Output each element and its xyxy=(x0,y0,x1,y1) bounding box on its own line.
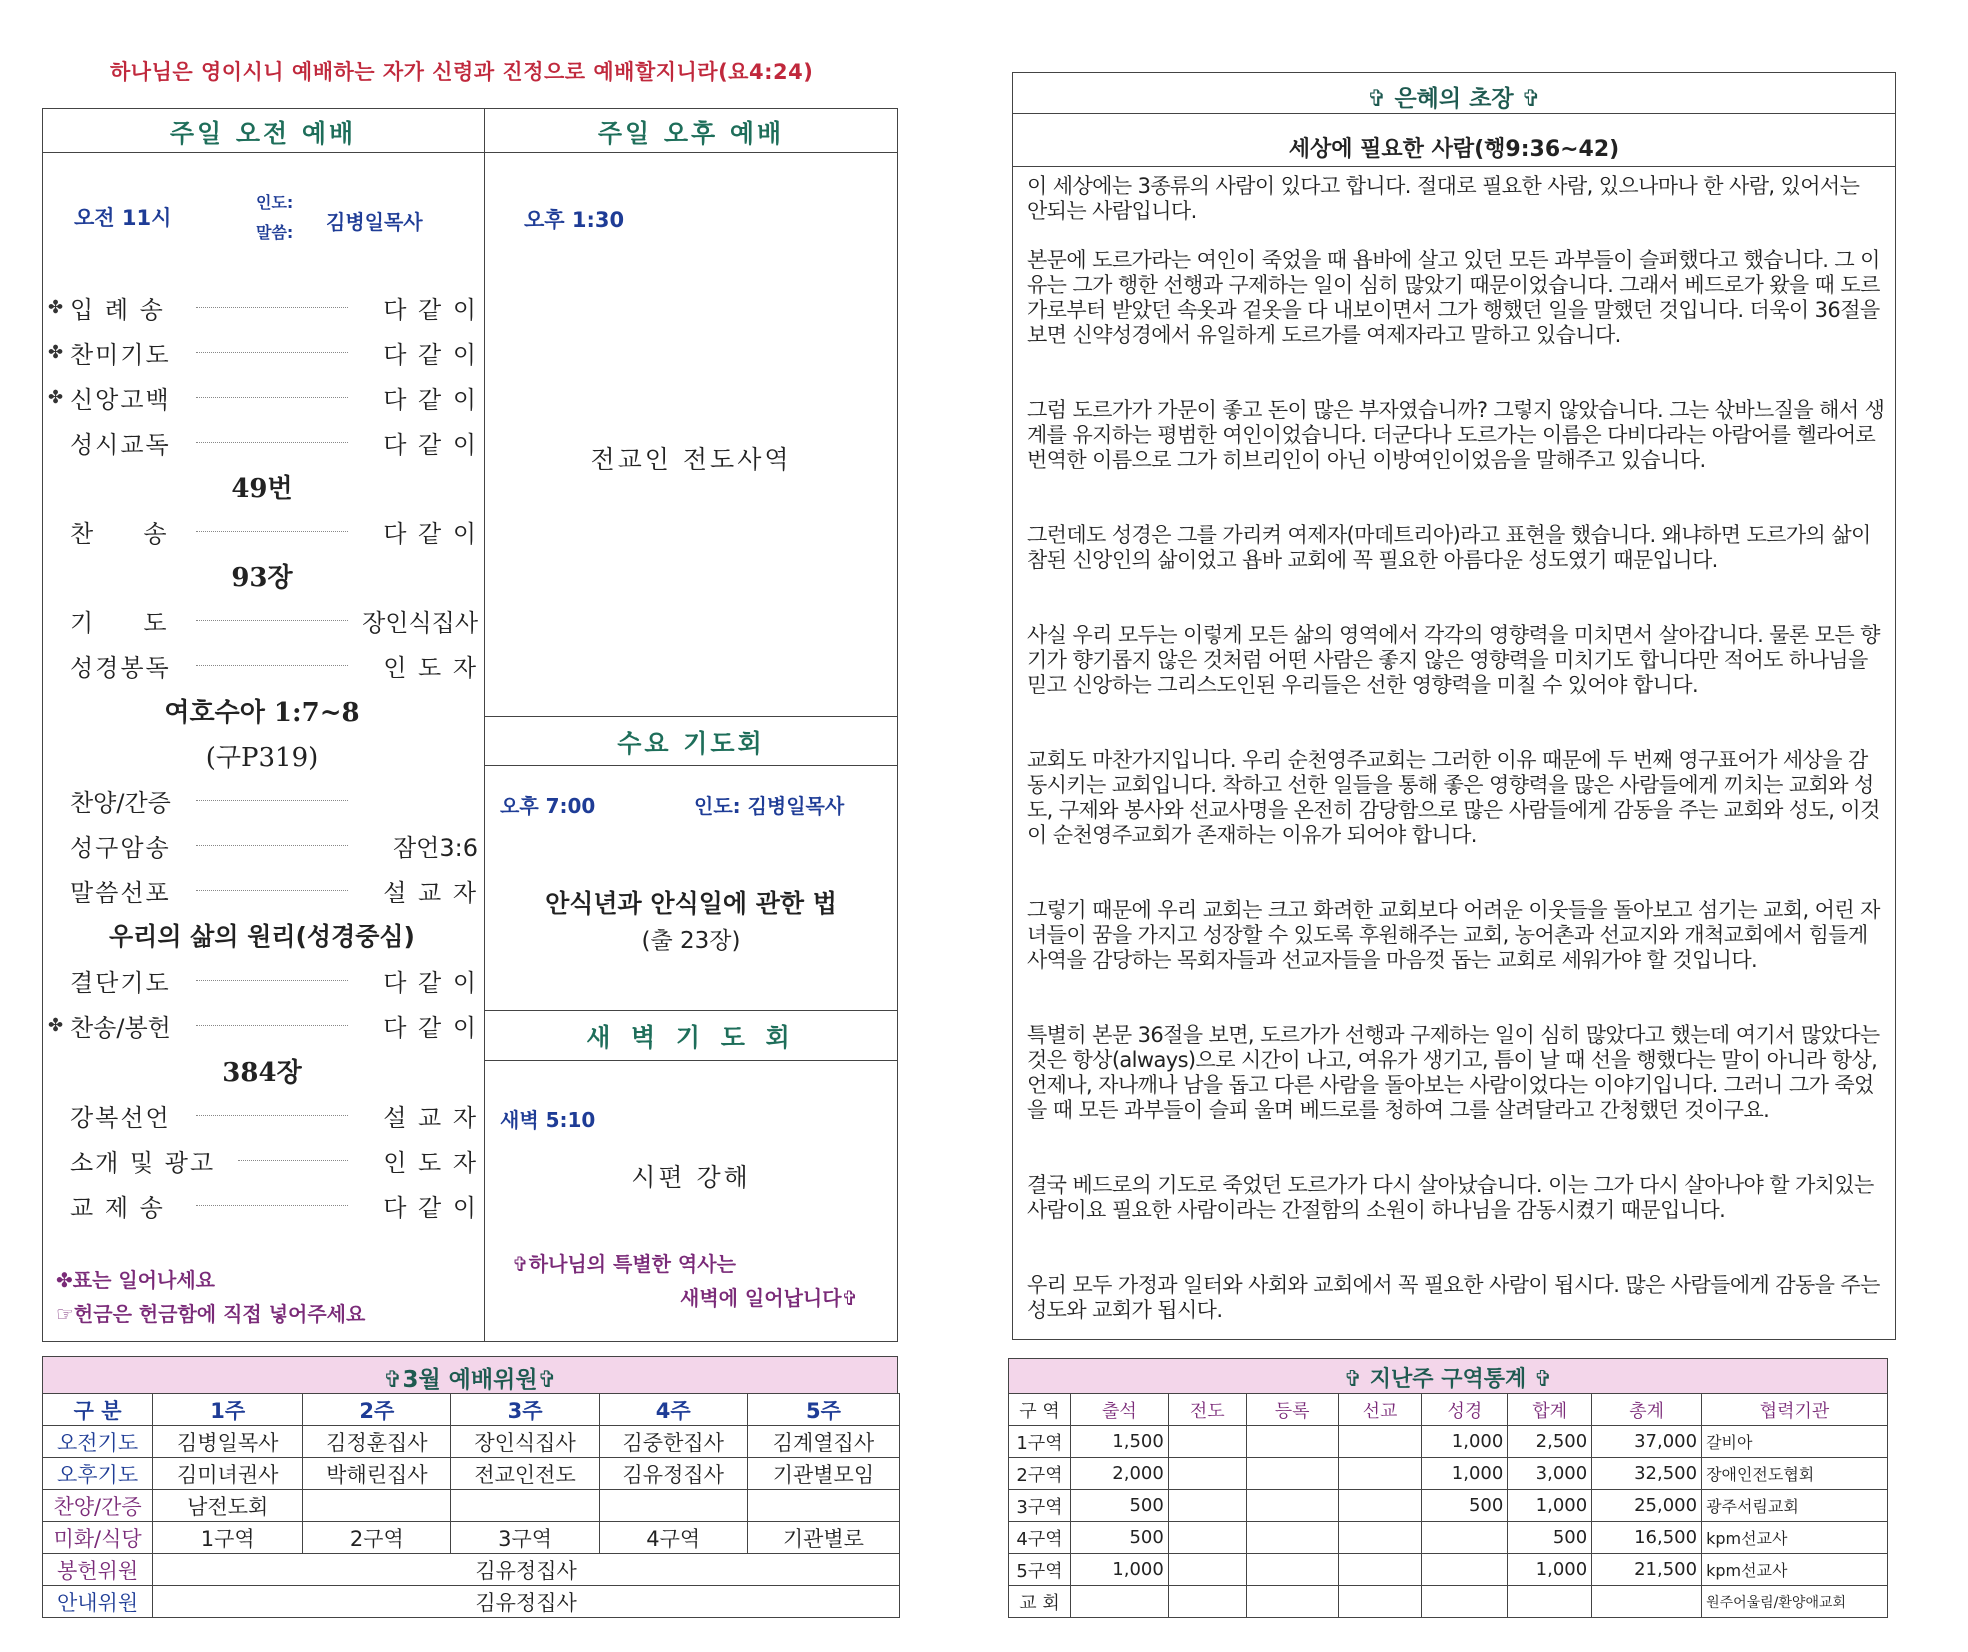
table-cell xyxy=(599,1490,747,1522)
grace-subtitle-line xyxy=(1012,166,1896,167)
committee-title: ✞3월 예배위원✞ xyxy=(383,1367,557,1393)
stand-mark: ✤ xyxy=(48,386,64,408)
order-label: 기 도 xyxy=(70,608,169,637)
header-cell: 3주 xyxy=(451,1394,599,1426)
table-cell: 기관별로 xyxy=(747,1522,899,1554)
order-label: 성구암송 xyxy=(70,833,171,862)
offering-note: ☞헌금은 헌금함에 직접 넣어주세요 xyxy=(56,1302,366,1326)
row-label: 안내위원 xyxy=(43,1586,153,1618)
header-cell: 성경 xyxy=(1422,1394,1508,1426)
stats-title: ✞ 지난주 구역통계 ✞ xyxy=(1343,1367,1553,1392)
table-cell: 500 xyxy=(1508,1522,1592,1554)
wednesday-top-line xyxy=(484,716,898,717)
table-cell: 갈비아 xyxy=(1702,1426,1888,1458)
table-cell xyxy=(1168,1522,1246,1554)
table-cell xyxy=(1246,1554,1338,1586)
table-row xyxy=(1009,1458,1888,1490)
table-row xyxy=(43,1490,900,1522)
grace-sermon-title: 세상에 필요한 사람(행9:36~42) xyxy=(1288,137,1620,162)
table-cell xyxy=(1070,1586,1168,1618)
header-cell: 협력기관 xyxy=(1702,1394,1888,1426)
order-who: 다 같 이 xyxy=(383,1193,478,1222)
dawn-top-line xyxy=(484,1010,898,1011)
order-label: 소개 및 광고 xyxy=(70,1148,216,1177)
stand-mark: ✤ xyxy=(48,296,64,318)
order-label: 결단기도 xyxy=(70,968,171,997)
row-label: 찬양/간증 xyxy=(43,1490,153,1522)
row-label: 오후기도 xyxy=(43,1458,153,1490)
stand-mark: ✤ xyxy=(48,1014,64,1036)
table-cell xyxy=(1168,1554,1246,1586)
table-cell: 1,000 xyxy=(1422,1426,1508,1458)
table-cell: 4구역 xyxy=(1009,1522,1071,1554)
table-cell xyxy=(1338,1458,1422,1490)
row-label: 미화/식당 xyxy=(43,1522,153,1554)
order-who: 다 같 이 xyxy=(383,295,478,324)
table-cell xyxy=(451,1490,599,1522)
table-cell xyxy=(1338,1490,1422,1522)
committee-header-row xyxy=(43,1394,900,1426)
order-who: 설 교 자 xyxy=(383,1103,478,1132)
order-label: 말씀선포 xyxy=(70,878,171,907)
dot-leader xyxy=(196,1205,348,1206)
header-cell: 전도 xyxy=(1168,1394,1246,1426)
table-cell xyxy=(1168,1586,1246,1618)
order-label: 강복선언 xyxy=(70,1103,171,1132)
table-cell: 장인식집사 xyxy=(451,1426,599,1458)
table-cell xyxy=(1508,1586,1592,1618)
table-cell xyxy=(1168,1458,1246,1490)
order-row-offering xyxy=(48,1007,478,1043)
wednesday-time: 오후 7:00 xyxy=(500,794,596,818)
hymn-number: 93장 xyxy=(231,563,293,593)
order-row-announcements xyxy=(48,1142,478,1178)
order-who: 장인식집사 xyxy=(362,608,478,637)
order-label: 찬송/봉헌 xyxy=(70,1013,171,1042)
sermon-title: 우리의 삶의 원리(성경중심) xyxy=(109,922,415,951)
dawn-note-line2: 새벽에 일어납니다✞ xyxy=(680,1286,859,1310)
sermon-paragraph: 결국 베드로의 기도로 죽었던 도르가가 다시 살아났습니다. 이는 그가 다시 살아나야 할 가치있는 사람이요 필요한 사람이라는 간절함의 소원이 하나님을 감동시켰기 때문입니다. xyxy=(1027,1173,1874,1222)
order-label: 성경봉독 xyxy=(70,653,171,682)
table-cell: 남전도회 xyxy=(153,1490,303,1522)
wednesday-topic: 안식년과 안식일에 관한 법 xyxy=(545,889,837,918)
order-who: 인 도 자 xyxy=(383,653,478,682)
table-row xyxy=(43,1522,900,1554)
table-row xyxy=(43,1554,900,1586)
row-label: 봉헌위원 xyxy=(43,1554,153,1586)
wednesday-leader: 인도: 김병일목사 xyxy=(694,794,845,818)
table-cell xyxy=(1422,1554,1508,1586)
dot-leader xyxy=(196,845,348,846)
order-label: 찬양/간증 xyxy=(70,788,171,817)
table-cell: 4구역 xyxy=(599,1522,747,1554)
header-cell: 2주 xyxy=(303,1394,451,1426)
header-cell: 구 분 xyxy=(43,1394,153,1426)
table-cell: 1,000 xyxy=(1070,1554,1168,1586)
morning-pastor: 김병일목사 xyxy=(326,210,423,234)
table-row xyxy=(1009,1426,1888,1458)
table-cell: 원주어울림/환양애교회 xyxy=(1702,1586,1888,1618)
table-cell: 전교인전도 xyxy=(451,1458,599,1490)
header-cell: 등록 xyxy=(1246,1394,1338,1426)
order-who: 설 교 자 xyxy=(383,878,478,907)
table-cell xyxy=(303,1490,451,1522)
table-cell: 16,500 xyxy=(1592,1522,1702,1554)
order-label: 교 제 송 xyxy=(70,1193,165,1222)
table-cell: 3구역 xyxy=(1009,1490,1071,1522)
dot-leader xyxy=(196,397,348,398)
table-cell: 2,000 xyxy=(1070,1458,1168,1490)
table-cell: 32,500 xyxy=(1592,1458,1702,1490)
stand-mark: ✤ xyxy=(48,341,64,363)
sermon-paragraph: 우리 모두 가정과 일터와 사회와 교회에서 꼭 필요한 사람이 됩시다. 많은 사람들에게 감동을 주는 성도와 교회가 됩시다. xyxy=(1027,1273,1880,1322)
table-cell xyxy=(1246,1586,1338,1618)
table-cell xyxy=(1422,1586,1508,1618)
table-row xyxy=(43,1458,900,1490)
order-who: 다 같 이 xyxy=(383,968,478,997)
table-row xyxy=(1009,1490,1888,1522)
sermon-paragraph: 그럼 도르가가 가문이 좋고 돈이 많은 부자였습니까? 그렇지 않았습니다. 그는 삯바느질을 해서 생계를 유지하는 평범한 여인이었습니다. 더군다나 도르가는 이름은 다비다라는 아람어를 헬라어로 번역한 이름으로 그가 히브리인이 아닌 이방여인이었음을 말해주고 있습니다. xyxy=(1027,398,1885,472)
dot-leader xyxy=(196,665,348,666)
dawn-content: 시편 강해 xyxy=(631,1163,751,1192)
grace-title-line xyxy=(1012,113,1896,114)
table-cell: 37,000 xyxy=(1592,1426,1702,1458)
grace-title: ✞ 은혜의 초장 ✞ xyxy=(1367,86,1541,112)
sermon-paragraph: 특별히 본문 36절을 보면, 도르가가 선행과 구제하는 일이 심히 많았다고 했는데 여기서 많았다는 것은 항상(always)으로 시간이 나고, 여유가 생기고, 틈이 날 때 선을 행했다는 말이 아니라 항상, 언제나, 자나깨나 남을 돕고 다른 사람을 돌아보는 사람이었다는 이야기입니다. 그러니 그가 죽었을 때 모든 과부들이 슬피 울며 베드로를 청하여 그를 살려달라고 간청했던 것이구요. xyxy=(1027,1023,1880,1122)
table-cell: kpm선교사 xyxy=(1702,1522,1888,1554)
header-cell: 출석 xyxy=(1070,1394,1168,1426)
order-who: 다 같 이 xyxy=(383,430,478,459)
header-divider xyxy=(42,152,898,153)
table-row xyxy=(1009,1554,1888,1586)
table-cell xyxy=(1338,1586,1422,1618)
row-label: 오전기도 xyxy=(43,1426,153,1458)
wednesday-title: 수요 기도회 xyxy=(617,729,765,758)
table-cell: 500 xyxy=(1070,1490,1168,1522)
table-cell: 25,000 xyxy=(1592,1490,1702,1522)
order-row-memory-verse xyxy=(48,827,478,863)
table-cell: 기관별모임 xyxy=(747,1458,899,1490)
order-label: 찬 송 xyxy=(70,519,169,548)
table-cell xyxy=(1168,1426,1246,1458)
order-row-sermon xyxy=(48,872,478,908)
table-cell: 1구역 xyxy=(1009,1426,1071,1458)
dawn-note-line1: ✞하나님의 특별한 역사는 xyxy=(512,1252,736,1276)
table-cell: 500 xyxy=(1070,1522,1168,1554)
table-row xyxy=(1009,1522,1888,1554)
table-cell: 김유정집사 xyxy=(599,1458,747,1490)
table-cell xyxy=(1246,1426,1338,1458)
scripture-page: (구P319) xyxy=(205,743,319,773)
table-cell: 장애인전도협회 xyxy=(1702,1458,1888,1490)
table-cell: 2구역 xyxy=(1009,1458,1071,1490)
reading-number: 49번 xyxy=(231,474,293,504)
table-cell: 김정훈집사 xyxy=(303,1426,451,1458)
header-cell: 1주 xyxy=(153,1394,303,1426)
order-who: 잠언3:6 xyxy=(393,833,478,862)
sermon-paragraph: 교회도 마찬가지입니다. 우리 순천영주교회는 그러한 이유 때문에 두 번째 영구표어가 세상을 감동시키는 교회입니다. 착하고 선한 일들을 통해 좋은 영향력을 많은 사람들에게 끼치는 교회와 성도, 구제와 봉사와 선교사명을 온전히 감당함으로 많은 사람들에게 감동을 주는 교회와 성도, 이것이 순천영주교회가 존재하는 이유가 되어야 합니다. xyxy=(1027,748,1880,847)
dot-leader xyxy=(196,1025,348,1026)
dawn-title: 새 벽 기 도 회 xyxy=(586,1023,796,1052)
order-row-responsive-reading xyxy=(48,424,478,460)
table-cell: 광주서림교회 xyxy=(1702,1490,1888,1522)
scripture-reference: 여호수아 1:7~8 xyxy=(164,698,360,728)
afternoon-time: 오후 1:30 xyxy=(524,208,625,232)
order-label: 찬미기도 xyxy=(70,340,171,369)
order-who: 다 같 이 xyxy=(383,340,478,369)
sermon-paragraph: 그렇기 때문에 우리 교회는 크고 화려한 교회보다 어려운 이웃들을 돌아보고 섬기는 교회, 어린 자녀들이 꿈을 가지고 성장할 수 있도록 후원해주는 교회, 농어촌과 선교지와 개척교회에서 힘들게 사역을 감당하는 목회자들과 선교자들을 마음껏 돕는 교회로 세워가야 할 것입니다. xyxy=(1027,898,1880,972)
header-cell: 5주 xyxy=(747,1394,899,1426)
table-cell xyxy=(1338,1426,1422,1458)
table-cell xyxy=(747,1490,899,1522)
sermon-paragraph: 그런데도 성경은 그를 가리켜 여제자(마데트리아)라고 표현을 했습니다. 왜냐하면 도르가의 삶이 참된 신앙인의 삶이었고 욥바 교회에 꼭 필요한 아름다운 성도였기 때문입니다. xyxy=(1027,523,1871,572)
table-cell: 1,000 xyxy=(1508,1490,1592,1522)
table-row xyxy=(43,1426,900,1458)
order-row-praise xyxy=(48,782,478,818)
order-who: 인 도 자 xyxy=(383,1148,478,1177)
dawn-time: 새벽 5:10 xyxy=(500,1108,596,1132)
verse-banner: 하나님은 영이시니 예배하는 자가 신령과 진정으로 예배할지니라(요4:24) xyxy=(110,60,814,84)
order-row-benediction xyxy=(48,1097,478,1133)
order-row-entrance xyxy=(48,289,478,325)
table-cell: 2,500 xyxy=(1508,1426,1592,1458)
order-label: 입 례 송 xyxy=(70,295,165,324)
dot-leader xyxy=(196,307,348,308)
dot-leader xyxy=(196,980,348,981)
table-cell xyxy=(1246,1522,1338,1554)
table-cell: 1,000 xyxy=(1422,1458,1508,1490)
order-who: 다 같 이 xyxy=(383,519,478,548)
table-cell: 2구역 xyxy=(303,1522,451,1554)
order-who: 다 같 이 xyxy=(383,385,478,414)
table-cell: 김유정집사 xyxy=(153,1554,900,1586)
table-cell: 1,500 xyxy=(1070,1426,1168,1458)
word-label: 말씀: xyxy=(256,223,294,242)
afternoon-content: 전교인 전도사역 xyxy=(590,445,792,474)
table-cell xyxy=(1592,1586,1702,1618)
stats-header-row xyxy=(1009,1394,1888,1426)
lead-label: 인도: xyxy=(256,193,294,212)
table-row xyxy=(43,1586,900,1618)
table-cell: 1,000 xyxy=(1508,1554,1592,1586)
table-cell xyxy=(1246,1490,1338,1522)
dot-leader xyxy=(196,620,348,621)
order-row-hymn xyxy=(48,513,478,549)
table-row xyxy=(1009,1586,1888,1618)
table-cell: 5구역 xyxy=(1009,1554,1071,1586)
offering-hymn-number: 384장 xyxy=(222,1058,302,1088)
order-row-prayer xyxy=(48,602,478,638)
table-cell xyxy=(1338,1554,1422,1586)
order-row-creed xyxy=(48,379,478,415)
order-label: 성시교독 xyxy=(70,430,171,459)
header-cell: 합계 xyxy=(1508,1394,1592,1426)
header-cell: 4주 xyxy=(599,1394,747,1426)
wednesday-header-line xyxy=(484,765,898,766)
table-cell: 김병일목사 xyxy=(153,1426,303,1458)
table-cell xyxy=(1422,1522,1508,1554)
sermon-paragraph: 사실 우리 모두는 이렇게 모든 삶의 영역에서 각각의 영향력을 미치면서 살아갑니다. 물론 모든 향기가 향기롭지 않은 것처럼 어떤 사람은 좋지 않은 영향력을 미치기도 합니다만 적어도 하나님을 믿고 신앙하는 그리스도인된 우리들은 선한 영향력을 미칠 수 있어야 합니다. xyxy=(1027,623,1880,697)
table-cell xyxy=(1246,1458,1338,1490)
dot-leader xyxy=(196,442,348,443)
table-cell: 김미녀권사 xyxy=(153,1458,303,1490)
order-row-prayer-song xyxy=(48,334,478,370)
sermon-paragraph: 본문에 도르가라는 여인이 죽었을 때 욥바에 살고 있던 모든 과부들이 슬퍼했다고 했습니다. 그 이유는 그가 행한 선행과 구제하는 일이 심히 많았기 때문이었습니다. 그래서 베드로가 왔을 때 도르가로부터 받았던 속옷과 겉옷을 다 내보이면서 그가 행했던 일을 말했던 것입니다. 더욱이 36절을 보면 신약성경에서 유일하게 도르가를 여제자라고 말하고 있습니다. xyxy=(1027,248,1880,347)
header-cell: 총계 xyxy=(1592,1394,1702,1426)
table-cell: 3구역 xyxy=(451,1522,599,1554)
wednesday-ref: (출 23장) xyxy=(641,928,741,954)
header-cell: 선교 xyxy=(1338,1394,1422,1426)
dot-leader xyxy=(196,800,348,801)
table-cell: 21,500 xyxy=(1592,1554,1702,1586)
morning-service-title: 주일 오전 예배 xyxy=(169,119,357,148)
order-row-scripture xyxy=(48,647,478,683)
afternoon-service-title: 주일 오후 예배 xyxy=(597,119,785,148)
table-cell xyxy=(1168,1490,1246,1522)
table-cell: 교 회 xyxy=(1009,1586,1071,1618)
dot-leader xyxy=(196,1115,348,1116)
stats-table xyxy=(1008,1393,1888,1618)
dot-leader xyxy=(238,1160,348,1161)
table-cell: 1구역 xyxy=(153,1522,303,1554)
dot-leader xyxy=(196,531,348,532)
morning-time: 오전 11시 xyxy=(74,206,172,230)
table-cell: 김유정집사 xyxy=(153,1586,900,1618)
table-cell: 500 xyxy=(1422,1490,1508,1522)
table-cell: 김계열집사 xyxy=(747,1426,899,1458)
sermon-paragraph: 이 세상에는 3종류의 사람이 있다고 합니다. 절대로 필요한 사람, 있으나마나 한 사람, 있어서는 안되는 사람입니다. xyxy=(1027,174,1860,223)
table-cell: 박해린집사 xyxy=(303,1458,451,1490)
table-cell: 3,000 xyxy=(1508,1458,1592,1490)
dawn-header-line xyxy=(484,1060,898,1061)
table-cell xyxy=(1338,1522,1422,1554)
order-row-fellowship-song xyxy=(48,1187,478,1223)
committee-table xyxy=(42,1393,900,1618)
dot-leader xyxy=(196,890,348,891)
table-cell: 김중한집사 xyxy=(599,1426,747,1458)
stand-note: ✤표는 일어나세요 xyxy=(56,1268,215,1292)
header-cell: 구 역 xyxy=(1009,1394,1071,1426)
order-label: 신앙고백 xyxy=(70,385,171,414)
order-row-resolution-prayer xyxy=(48,962,478,998)
table-cell: kpm선교사 xyxy=(1702,1554,1888,1586)
dot-leader xyxy=(196,352,348,353)
order-who: 다 같 이 xyxy=(383,1013,478,1042)
